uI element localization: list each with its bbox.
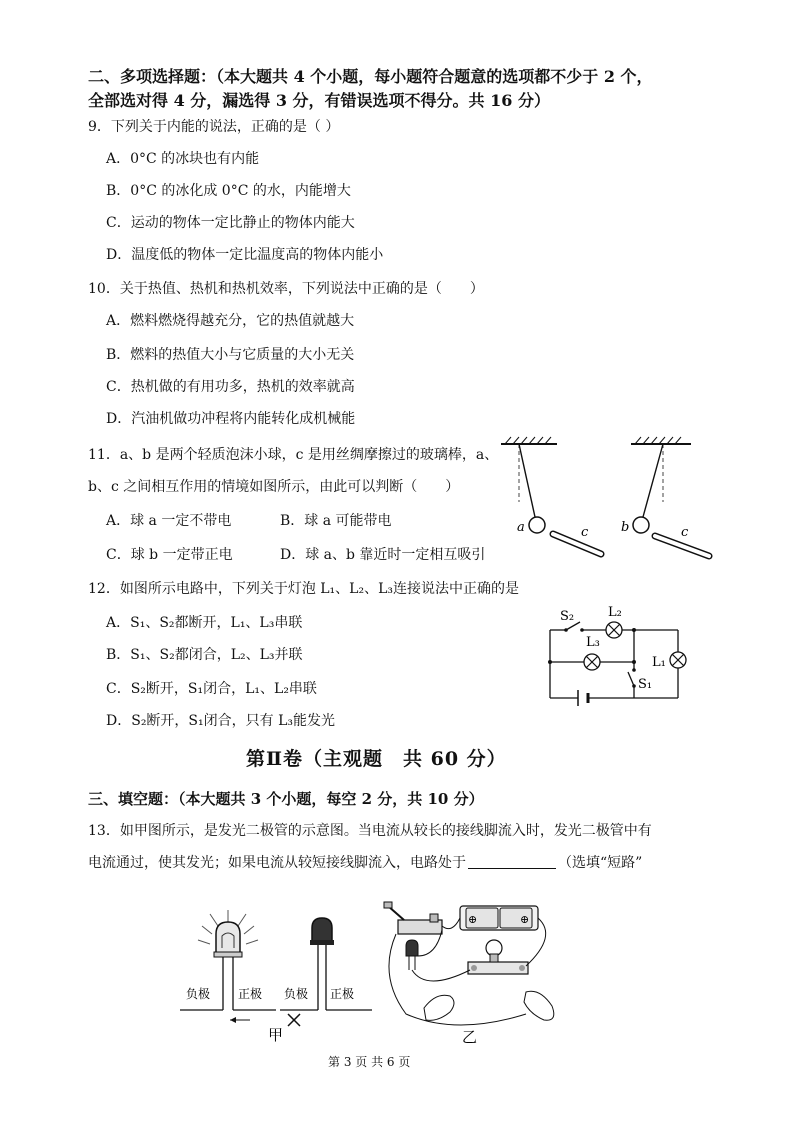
led2-positive-label: 正极 [330, 987, 355, 1001]
page-number: 第 3 页 共 6 页 [328, 1055, 411, 1069]
led-figure-jia [176, 898, 376, 1048]
hands-icon [424, 991, 554, 1020]
question-9-stem: 9．下列关于内能的说法，正确的是（ ） [88, 119, 340, 135]
knife-switch-icon [384, 902, 442, 934]
battery-pack-icon [460, 906, 538, 930]
question-12-option-c: C．S₂断开，S₁闭合，L₁、L₂串联 [106, 681, 317, 697]
question-12-stem: 12．如图所示电路中，下列关于灯泡 L₁、L₂、L₃连接说法中正确的是 [88, 581, 519, 597]
ball-b-label: b [621, 520, 630, 535]
question-13-line1: 13．如甲图所示，是发光二极管的示意图。当电流从较长的接线脚流入时，发光二极管中有 [88, 823, 652, 839]
figure-jia-label: 甲 [268, 1026, 284, 1044]
question-13-line2-text: 电流通过，使其发光；如果电流从较短接线脚流入，电路处于 [88, 855, 466, 871]
string-a [519, 444, 535, 517]
bulb-board-icon [468, 940, 528, 974]
current-arrow-icon [230, 1017, 250, 1023]
question-10-option-c: C．热机做的有用功多，热机的效率就高 [106, 379, 355, 395]
lamp-l3-icon [584, 654, 600, 670]
question-12-option-a: A．S₁、S₂都断开，L₁、L₃串联 [106, 615, 303, 631]
switch-s1-icon [628, 668, 636, 688]
question-10-option-a: A．燃料燃烧得越充分，它的热值就越大 [106, 313, 355, 329]
led1-legs [180, 957, 276, 1010]
rod-c-label-left: c [581, 525, 589, 540]
ball-a-label: a [517, 520, 525, 535]
question-10-option-d: D．汽油机做功冲程将内能转化成机械能 [106, 411, 356, 427]
figure-yi-label: 乙 [462, 1028, 478, 1046]
led-circuit-figure-yi [376, 896, 576, 1048]
dark-led-icon [310, 918, 334, 945]
battery-icon [578, 690, 588, 706]
question-9-option-c: C．运动的物体一定比静止的物体内能大 [106, 215, 355, 231]
question-12-option-d: D．S₂断开，S₁闭合，只有 L₃能发光 [106, 713, 335, 729]
question-10-stem: 10．关于热值、热机和热机效率，下列说法中正确的是（ ） [88, 281, 484, 297]
lamp-l1-icon [670, 652, 686, 668]
svg-text:⊕: ⊕ [520, 913, 530, 926]
string-b [643, 444, 663, 517]
svg-text:⊕: ⊕ [468, 913, 478, 926]
glass-rod-left [553, 534, 601, 554]
section-2-heading-cont: 全部选对得 4 分，漏选得 3 分，有错误选项不得分。共 16 分） [88, 91, 550, 110]
question-9-option-b: B．0°C 的冰化成 0°C 的水，内能增大 [106, 183, 351, 199]
question-9-option-a: A．0°C 的冰块也有内能 [106, 151, 260, 167]
led1-negative-label: 负极 [186, 987, 211, 1001]
question-11-option-b: B．球 a 可能带电 [280, 513, 392, 529]
question-11-option-c: C．球 b 一定带正电 [106, 547, 233, 563]
question-13-line2-tail: （选填“短路” [558, 855, 643, 871]
circuit-diagram [538, 600, 698, 710]
question-9-option-d: D．温度低的物体一定比温度高的物体内能小 [106, 247, 384, 263]
led-component-icon [406, 940, 418, 970]
led1-positive-label: 正极 [238, 987, 263, 1001]
question-11-stem-line2: b、c 之间相互作用的情境如图所示，由此可以判断（ ） [88, 479, 460, 495]
section-2-heading: 二、多项选择题：（本大题共 4 个小题，每小题符合题意的选项都不少于 2 个， [88, 67, 653, 86]
answer-blank[interactable] [468, 854, 556, 869]
l1-label: L₁ [652, 655, 666, 670]
ball-a [529, 517, 545, 533]
glowing-led-icon [198, 910, 258, 957]
ball-b [633, 517, 649, 533]
question-12-option-b: B．S₁、S₂都闭合，L₂、L₃并联 [106, 647, 303, 663]
question-11-option-a: A．球 a 一定不带电 [106, 513, 232, 529]
ceiling-right [631, 437, 691, 444]
led2-negative-label: 负极 [284, 987, 309, 1001]
ceiling-left [501, 437, 557, 444]
l3-label: L₃ [586, 635, 600, 650]
part-2-title: 第Ⅱ卷（主观题 共 60 分） [246, 748, 507, 770]
lamp-l2-icon [606, 622, 622, 638]
question-13-line2 [88, 852, 642, 872]
question-10-option-b: B．燃料的热值大小与它质量的大小无关 [106, 347, 355, 363]
rod-c-label-right: c [681, 525, 689, 540]
pendulum-figure [495, 432, 725, 567]
l2-label: L₂ [608, 605, 622, 620]
question-11-stem-line1: 11．a、b 是两个轻质泡沫小球，c 是用丝绸摩擦过的玻璃棒，a、 [88, 447, 499, 463]
section-3-heading: 三、填空题：（本大题共 3 个小题，每空 2 分，共 10 分） [88, 790, 484, 808]
cross-mark-icon [288, 1014, 300, 1026]
s2-label: S₂ [560, 609, 575, 624]
question-11-option-d: D．球 a、b 靠近时一定相互吸引 [280, 547, 486, 563]
s1-label: S₁ [638, 677, 653, 692]
